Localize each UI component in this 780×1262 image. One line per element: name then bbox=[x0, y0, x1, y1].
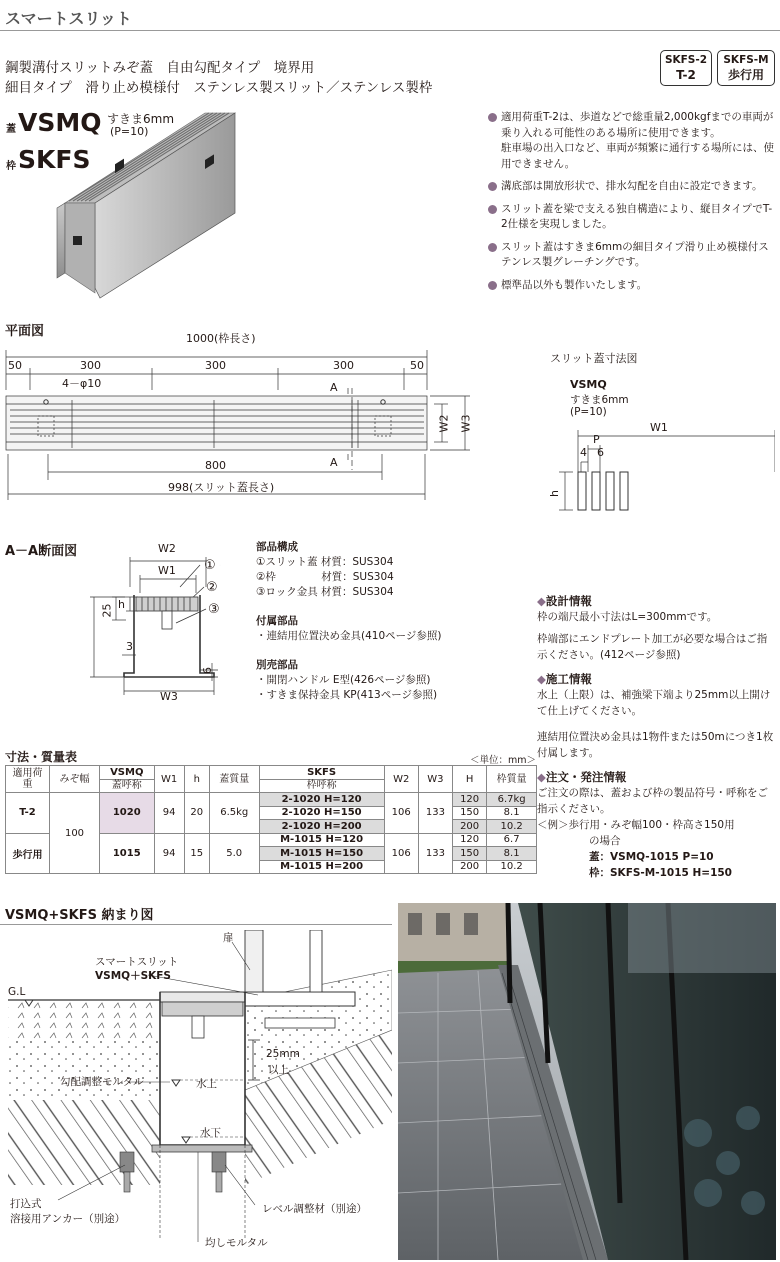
page-title: スマートスリット bbox=[5, 9, 132, 28]
plan-section-mark-top: A bbox=[330, 381, 338, 394]
plan-section-mark-bottom: A bbox=[330, 456, 338, 469]
optional-title: 別売部品 bbox=[256, 659, 298, 671]
install-diagram bbox=[0, 930, 392, 1262]
feature-item: 溝底部は開放形状で、排水勾配を自由に設定できます。 bbox=[488, 179, 776, 195]
section-view bbox=[80, 535, 250, 705]
lid-pitch: (P=10) bbox=[110, 125, 149, 138]
cell-big-h: 120 bbox=[453, 833, 487, 847]
badge-t2-bottom: T-2 bbox=[676, 68, 696, 82]
plan-frame-length: 1000(枠長さ) bbox=[186, 332, 256, 345]
install-product-model: VSMQ＋SKFS bbox=[95, 970, 171, 982]
badge-t2-top: SKFS-2 bbox=[664, 54, 708, 66]
plan-dim-50-left: 50 bbox=[8, 359, 22, 372]
cell-frame-mass: 8.1 bbox=[487, 806, 537, 820]
order-line: ご注文の際は、蓋および枠の製品符号・呼称をご指示ください。 bbox=[537, 787, 768, 815]
slit-pitch: (P=10) bbox=[570, 406, 607, 418]
th-lid-mass: 蓋質量 bbox=[209, 766, 259, 793]
th-big-h: H bbox=[453, 766, 487, 793]
design-line: 枠端部にエンドプレート加工が必要な場合はご指示ください。(412ページ参照) bbox=[537, 633, 768, 661]
cell-frame-name: M-1015 H=120 bbox=[259, 833, 384, 847]
slit-h: h bbox=[547, 490, 561, 497]
th-skfs: SKFS bbox=[259, 766, 384, 780]
section-d3: 3 bbox=[126, 640, 133, 653]
cell-big-h: 200 bbox=[453, 860, 487, 874]
parts-panel bbox=[256, 540, 496, 703]
install-level-mortar: 均しモルタル bbox=[205, 1237, 268, 1249]
feature-item: スリット蓋はすきま6mmの細目タイプ滑り止め模様付ステンレス製グレーチングです。 bbox=[488, 240, 776, 271]
installation-photo bbox=[398, 903, 776, 1260]
cell-mass-t2: 6.5kg bbox=[209, 793, 259, 834]
th-frame-mass: 枠質量 bbox=[487, 766, 537, 793]
plan-w3: W3 bbox=[459, 414, 473, 433]
cell-big-h: 150 bbox=[453, 806, 487, 820]
section-title: A－A断面図 bbox=[5, 544, 78, 559]
section-w2: W2 bbox=[158, 542, 176, 555]
install-anchor-1: 打込式 bbox=[10, 1198, 42, 1210]
table-unit: ＜単位：mm＞ bbox=[470, 755, 537, 766]
install-door-label: 扉 bbox=[223, 932, 234, 944]
design-line: 枠の端尺最小寸法はL=300mmです。 bbox=[537, 611, 718, 623]
plan-dim-300-3: 300 bbox=[333, 359, 354, 372]
slit-4: 4 bbox=[580, 446, 587, 459]
install-25mm-b: 以上 bbox=[268, 1064, 289, 1076]
frame-label: 枠 bbox=[6, 161, 16, 172]
cell-frame-mass: 10.2 bbox=[487, 820, 537, 834]
install-title: VSMQ+SKFS 納まり図 bbox=[5, 908, 154, 923]
plan-dim-50-right: 50 bbox=[410, 359, 424, 372]
feature-item: スリット蓋を梁で支える独自構造により、縦目タイプでT-2仕様を実現しました。 bbox=[488, 202, 776, 233]
badge-walk-bottom: 歩行用 bbox=[727, 68, 764, 82]
slit-6: 6 bbox=[597, 446, 604, 459]
install-lower-label: 水下 bbox=[200, 1127, 221, 1139]
order-line: ＜例＞歩行用・みぞ幅100・枠高さ150用 bbox=[537, 819, 735, 831]
cell-w2-walk: 106 bbox=[384, 833, 418, 874]
product-illustration bbox=[45, 108, 240, 303]
feature-item: 適用荷重T-2は、歩道などで総重量2,000kgfまでの車両が乗り入れる可能性のある場所に使用できます。 駐車場の出入口など、車両が頻繁に通行する場所には、使用できません。 bbox=[488, 110, 776, 172]
cell-frame-name: 2-1020 H=120 bbox=[259, 793, 384, 807]
plan-dim-300-1: 300 bbox=[80, 359, 101, 372]
cell-frame-name: 2-1020 H=200 bbox=[259, 820, 384, 834]
th-lid-name: 蓋呼称 bbox=[100, 779, 155, 793]
order-line: の場合 bbox=[589, 835, 621, 847]
plan-view bbox=[0, 330, 480, 505]
plan-drawing bbox=[0, 330, 480, 505]
th-w1: W1 bbox=[154, 766, 184, 793]
cell-frame-mass: 10.2 bbox=[487, 860, 537, 874]
cell-lid-walk: 1015 bbox=[100, 833, 155, 874]
slit-dimension-diagram bbox=[545, 350, 775, 520]
cell-h-t2: 20 bbox=[184, 793, 209, 834]
optional-item: ・開閉ハンドル E型(426ページ参照) bbox=[256, 674, 431, 686]
cell-lid-t2: 1020 bbox=[100, 793, 155, 834]
slit-p: P bbox=[593, 433, 600, 446]
cell-load-walk: 歩行用 bbox=[6, 833, 50, 874]
section-w1: W1 bbox=[158, 564, 176, 577]
section-w3: W3 bbox=[160, 690, 178, 703]
table-row bbox=[6, 793, 537, 807]
spec-table bbox=[5, 765, 537, 874]
cell-frame-name: M-1015 H=200 bbox=[259, 860, 384, 874]
cell-w3-walk: 133 bbox=[418, 833, 452, 874]
section-num-3: ③ bbox=[208, 602, 220, 617]
lid-label: 蓋 bbox=[6, 124, 16, 135]
parts-title: 部品構成 bbox=[256, 541, 298, 553]
th-w3: W3 bbox=[418, 766, 452, 793]
plan-w2: W2 bbox=[437, 414, 451, 433]
parts-item: ③ロック金具 材質：SUS304 bbox=[256, 586, 394, 598]
slit-title: スリット蓋寸法図 bbox=[550, 352, 638, 365]
plan-dim-300-2: 300 bbox=[205, 359, 226, 372]
lid-spec: すきま6mm bbox=[107, 112, 175, 126]
plan-lid-length: 998(スリット蓋長さ) bbox=[168, 481, 275, 494]
plan-inner-length: 800 bbox=[205, 459, 226, 472]
table-title: 寸法・質量表 bbox=[5, 750, 78, 764]
construction-line: 連結用位置決め金具は1物件または50mにつき1枚付属します。 bbox=[537, 731, 774, 759]
cell-big-h: 150 bbox=[453, 847, 487, 861]
install-gl-label: G.L bbox=[8, 986, 26, 998]
th-load: 適用荷重 bbox=[6, 766, 50, 793]
install-anchor-2: 溶接用アンカー（別途） bbox=[10, 1213, 126, 1225]
cell-w2-t2: 106 bbox=[384, 793, 418, 834]
order-title: ◆注文・発注情報 bbox=[537, 770, 627, 784]
feature-item: 標準品以外も製作いたします。 bbox=[488, 278, 776, 294]
construction-line: 水上（上限）は、補強梁下端より25mm以上開けて仕上げてください。 bbox=[537, 689, 771, 717]
slit-profile bbox=[545, 350, 775, 520]
optional-item: ・すきま保持金具 KP(413ページ参照) bbox=[256, 689, 438, 701]
design-title: ◆設計情報 bbox=[537, 594, 592, 608]
subtitle-line-2: 細目タイプ 滑り止め模様付 ステンレス製スリット／ステンレス製枠 bbox=[5, 80, 433, 96]
accessory-title: 付属部品 bbox=[256, 615, 298, 627]
slit-gap: すきま6mm bbox=[570, 394, 629, 406]
parts-item: ①スリット蓋 材質：SUS304 bbox=[256, 556, 394, 568]
cell-big-h: 200 bbox=[453, 820, 487, 834]
section-num-1: ① bbox=[204, 558, 216, 573]
title-divider bbox=[0, 30, 780, 31]
cell-w1-walk: 94 bbox=[154, 833, 184, 874]
install-mortar-label: 勾配調整モルタル bbox=[60, 1076, 144, 1088]
slit-model: VSMQ bbox=[570, 378, 607, 391]
th-h: h bbox=[184, 766, 209, 793]
plan-title: 平面図 bbox=[5, 324, 45, 339]
frame-model: SKFS bbox=[18, 145, 91, 174]
cell-h-walk: 15 bbox=[184, 833, 209, 874]
section-h-small: h bbox=[118, 598, 125, 611]
cell-mass-walk: 5.0 bbox=[209, 833, 259, 874]
install-product-label: スマートスリット bbox=[95, 956, 179, 968]
cell-frame-name: M-1015 H=150 bbox=[259, 847, 384, 861]
badge-t2 bbox=[660, 50, 712, 86]
th-frame-name: 枠呼称 bbox=[259, 779, 384, 793]
badge-walk-top: SKFS-M bbox=[723, 54, 769, 66]
install-level-label: レベル調整材（別途） bbox=[262, 1203, 367, 1215]
cell-width: 100 bbox=[50, 793, 100, 874]
section-d25: 25 bbox=[100, 603, 114, 618]
parts-item: ②枠 材質：SUS304 bbox=[256, 571, 394, 583]
install-upper-label: 水上 bbox=[196, 1078, 217, 1090]
subtitle-line-1: 鋼製溝付スリットみぞ蓋 自由勾配タイプ 境界用 bbox=[5, 60, 315, 76]
plan-hole-label: 4－φ10 bbox=[62, 377, 102, 390]
section-d6: 6 bbox=[201, 667, 214, 674]
order-line: 蓋：VSMQ-1015 P=10 bbox=[589, 851, 714, 863]
section-num-2: ② bbox=[206, 580, 218, 595]
features-list bbox=[488, 110, 776, 300]
install-divider bbox=[0, 924, 392, 925]
th-vsmq: VSMQ bbox=[100, 766, 155, 780]
th-w2: W2 bbox=[384, 766, 418, 793]
accessory-item: ・連結用位置決め金具(410ページ参照) bbox=[256, 630, 442, 642]
slit-w1: W1 bbox=[650, 421, 668, 434]
info-panel bbox=[537, 585, 777, 881]
construction-title: ◆施工情報 bbox=[537, 672, 592, 686]
th-width: みぞ幅 bbox=[50, 766, 100, 793]
cell-frame-mass: 8.1 bbox=[487, 847, 537, 861]
lid-model: VSMQ bbox=[18, 108, 102, 137]
cell-frame-mass: 6.7 bbox=[487, 833, 537, 847]
section-drawing bbox=[80, 535, 250, 705]
order-line: 枠：SKFS-M-1015 H=150 bbox=[589, 867, 732, 879]
cell-w3-t2: 133 bbox=[418, 793, 452, 834]
cell-load-t2: T-2 bbox=[6, 793, 50, 834]
install-25mm: 25mm bbox=[266, 1048, 300, 1060]
cell-big-h: 120 bbox=[453, 793, 487, 807]
badge-walk bbox=[717, 50, 775, 86]
cell-w1-t2: 94 bbox=[154, 793, 184, 834]
cell-frame-mass: 6.7kg bbox=[487, 793, 537, 807]
cell-frame-name: 2-1020 H=150 bbox=[259, 806, 384, 820]
